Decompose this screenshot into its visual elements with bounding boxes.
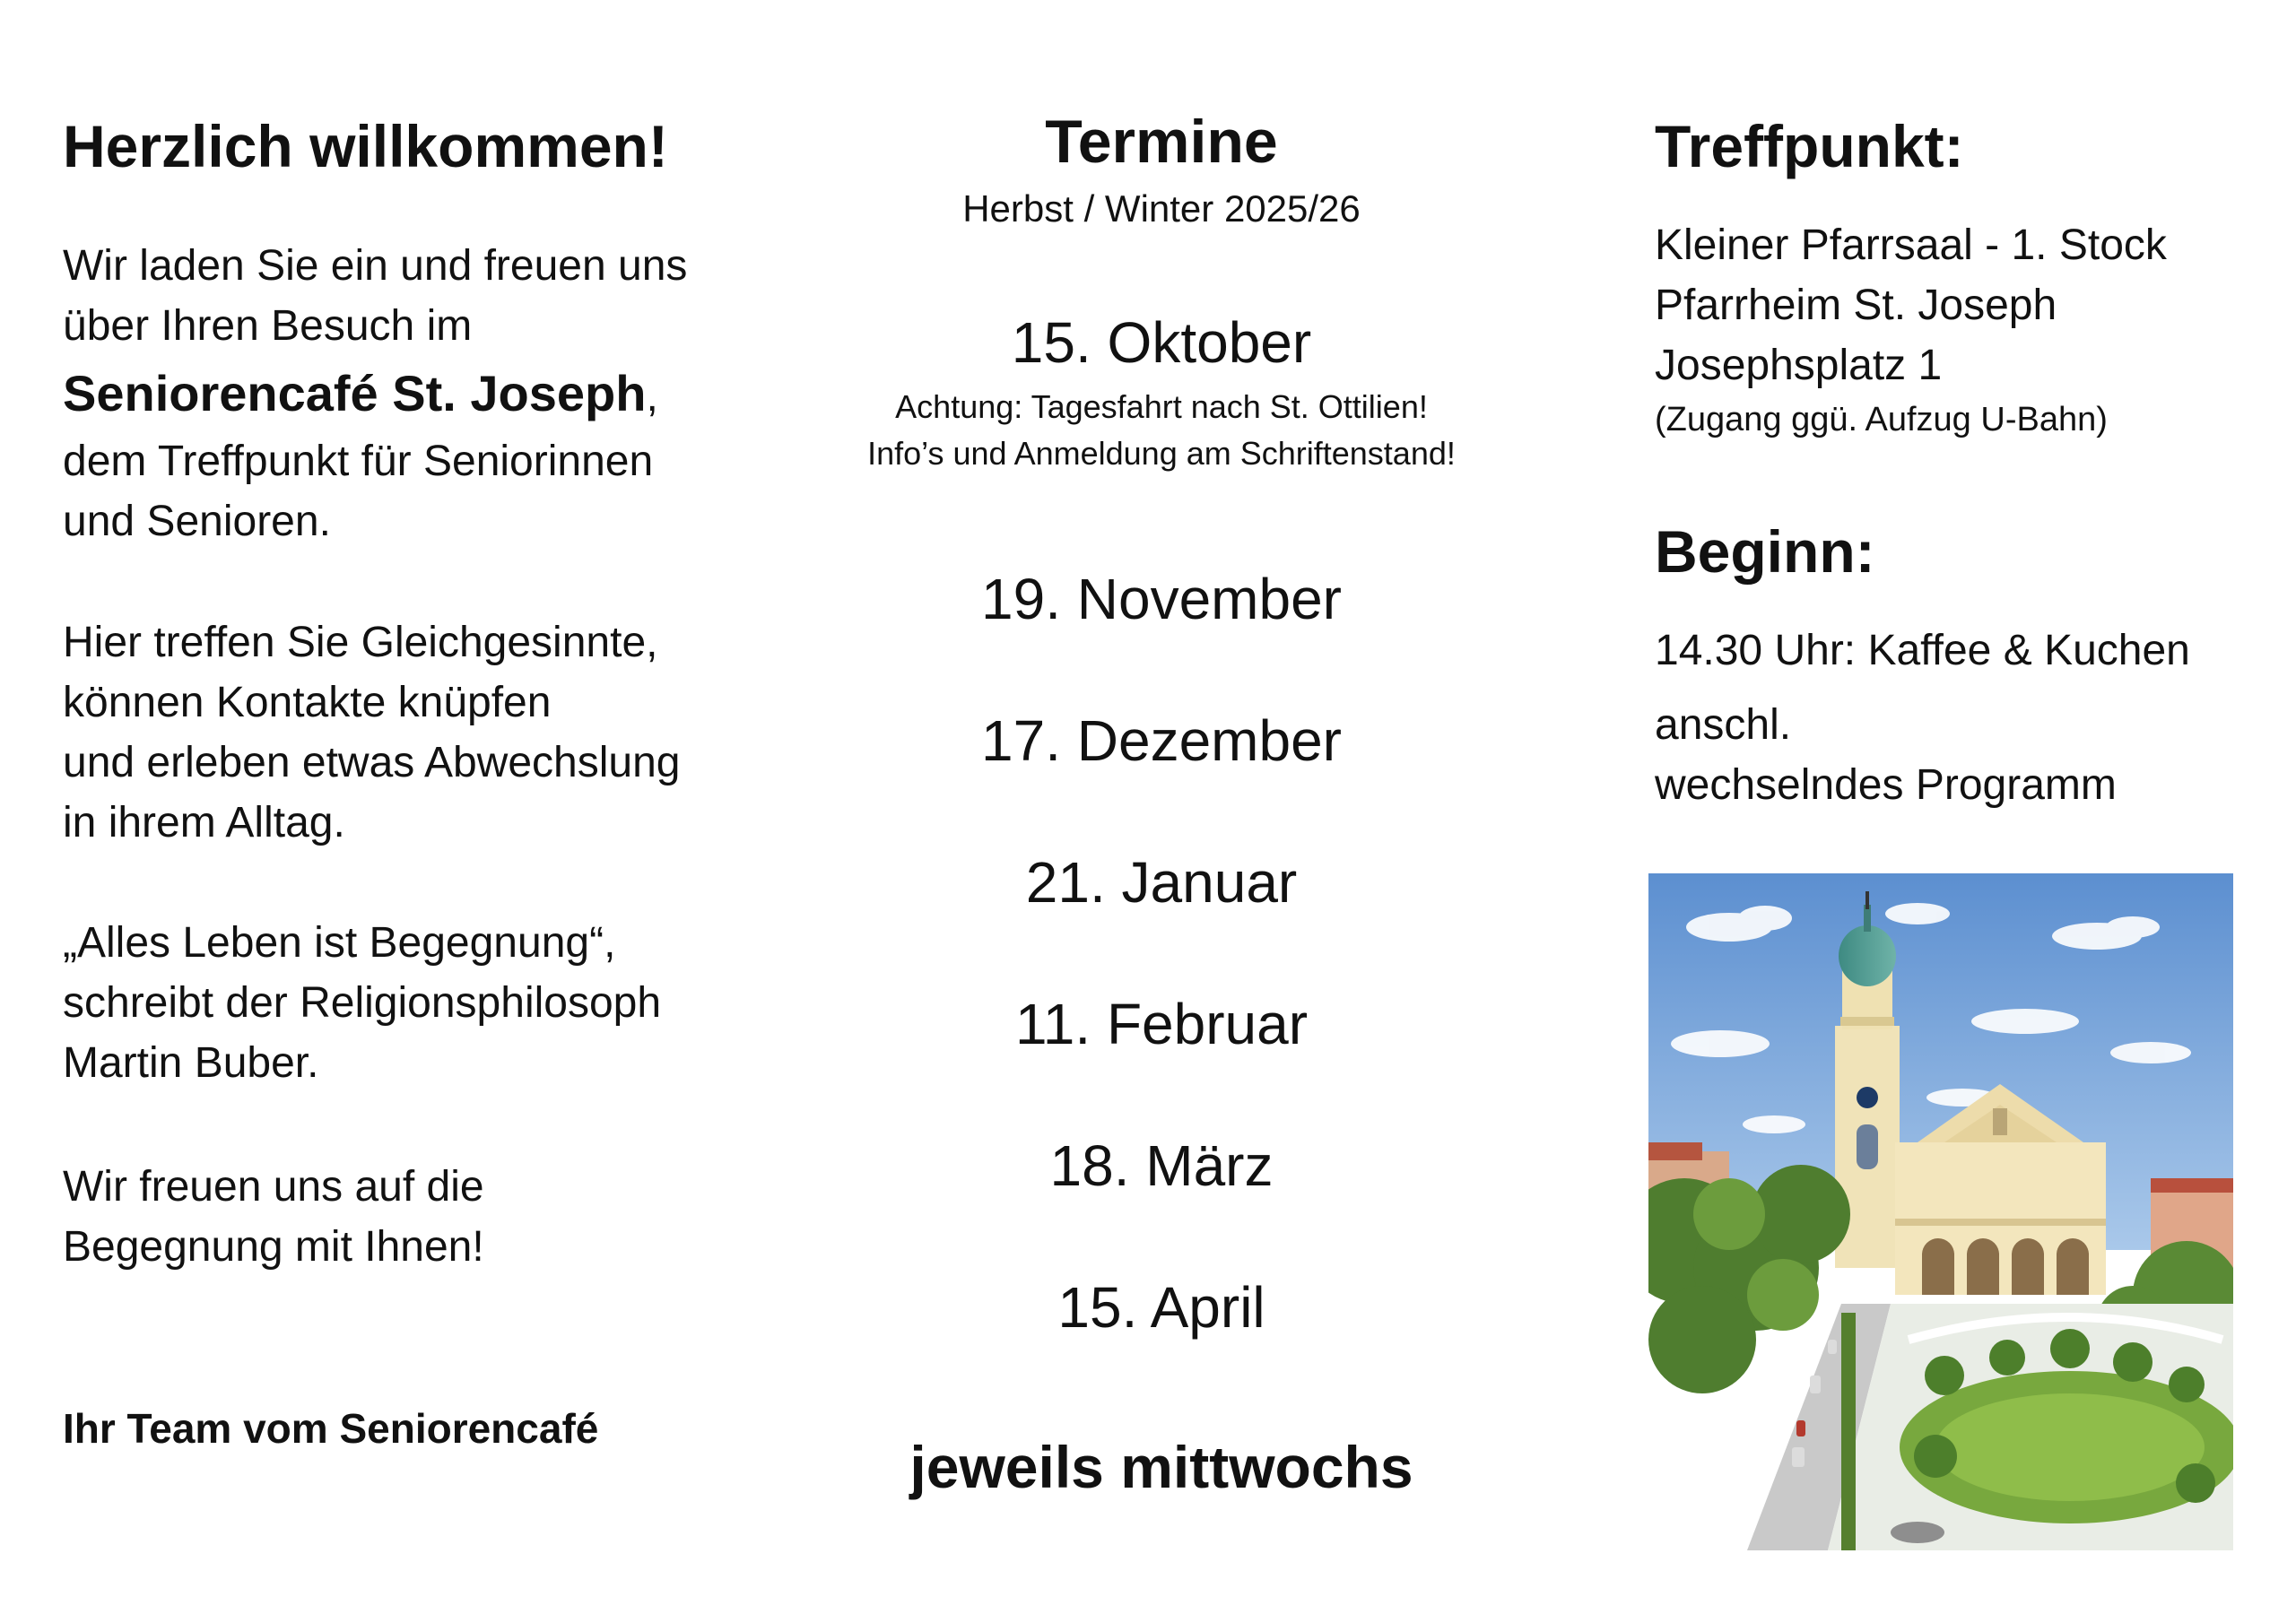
trip-note-line-2: Info’s und Anmeldung am Schriftenstand! bbox=[867, 435, 1456, 472]
date-januar: 21. Januar bbox=[1025, 850, 1298, 915]
date-dezember: 17. Dezember bbox=[981, 708, 1342, 773]
para4-line-2: Begegnung mit Ihnen! bbox=[63, 1223, 484, 1271]
intro-line-3: dem Treffpunkt für Seniorinnen bbox=[63, 438, 654, 485]
program-line-2: wechselndes Programm bbox=[1655, 761, 2117, 809]
date-maerz: 18. März bbox=[1049, 1133, 1274, 1198]
dates-title: Termine bbox=[1045, 108, 1278, 176]
start-heading: Beginn: bbox=[1655, 518, 1875, 585]
location-note: (Zugang ggü. Aufzug U-Bahn) bbox=[1655, 401, 2108, 438]
program-line-1: anschl. bbox=[1655, 701, 1792, 749]
para2-line-1: Hier treffen Sie Gleichgesinnte, bbox=[63, 619, 658, 666]
welcome-heading: Herzlich willkommen! bbox=[63, 113, 668, 179]
date-april: 15. April bbox=[1057, 1275, 1265, 1340]
para2-line-3: und erleben etwas Abwechslung bbox=[63, 739, 681, 786]
start-line: 14.30 Uhr: Kaffee & Kuchen bbox=[1655, 627, 2190, 674]
church-photo bbox=[1648, 873, 2233, 1550]
quote-line-2: schreibt der Religionsphilosoph bbox=[63, 979, 662, 1027]
date-november: 19. November bbox=[981, 567, 1342, 631]
cafe-name: Seniorencafé St. Joseph bbox=[63, 365, 647, 421]
intro-line-1: Wir laden Sie ein und freuen uns bbox=[63, 242, 688, 290]
dates-subtitle: Herbst / Winter 2025/26 bbox=[962, 187, 1361, 230]
signature: Ihr Team vom Seniorencafé bbox=[63, 1405, 599, 1452]
para2-line-2: können Kontakte knüpfen bbox=[63, 679, 552, 726]
intro-line-2: über Ihren Besuch im bbox=[63, 302, 473, 350]
location-line-1: Kleiner Pfarrsaal - 1. Stock bbox=[1655, 221, 2167, 269]
weekday-note: jeweils mittwochs bbox=[909, 1434, 1413, 1500]
cafe-comma: , bbox=[646, 373, 658, 421]
location-line-2: Pfarrheim St. Joseph bbox=[1655, 282, 2057, 329]
para2-line-4: in ihrem Alltag. bbox=[63, 799, 345, 846]
date-oktober: 15. Oktober bbox=[1011, 310, 1312, 375]
cafe-name-line bbox=[63, 363, 658, 427]
meeting-heading: Treffpunkt: bbox=[1655, 113, 1964, 179]
quote-line-1: „Alles Leben ist Begegnung“, bbox=[63, 919, 616, 967]
quote-line-3: Martin Buber. bbox=[63, 1039, 319, 1087]
location-line-3: Josephsplatz 1 bbox=[1655, 342, 1943, 389]
trip-note-line-1: Achtung: Tagesfahrt nach St. Ottilien! bbox=[895, 388, 1428, 425]
para4-line-1: Wir freuen uns auf die bbox=[63, 1163, 484, 1211]
date-februar: 11. Februar bbox=[1014, 992, 1309, 1056]
intro-line-4: und Senioren. bbox=[63, 498, 331, 545]
